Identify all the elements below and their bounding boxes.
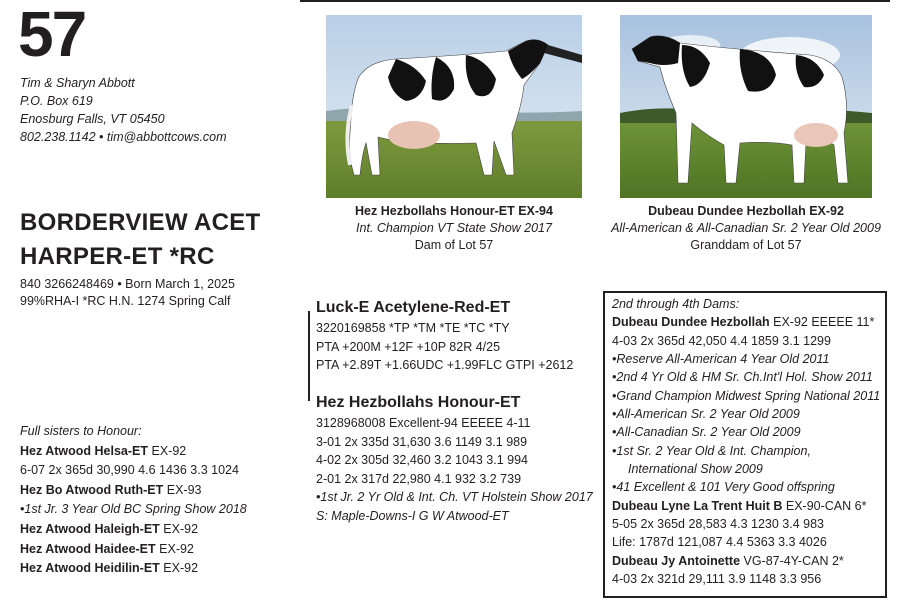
sister-2 [20,481,247,501]
sister-2-score: EX-93 [163,482,202,497]
sister-3-name: Hez Atwood Haleigh-ET [20,521,160,536]
animal-reg-born: 840 3266248469 • Born March 1, 2025 [20,277,235,291]
dam4-record: 4-03 2x 321d 29,111 3.9 1148 3.3 956 [612,572,822,587]
sister-3-score: EX-92 [159,521,199,536]
dam2-note-3: •Grand Champion Midwest Spring National 2011 [612,388,881,403]
sister-1-name: Hez Atwood Helsa-ET [20,443,149,458]
sire-section [316,297,573,375]
sister-1 [20,442,247,462]
dam3-record: 5-05 2x 365d 28,583 4.3 1230 3.4 983 [612,517,824,532]
dam2-note-5: •All-Canadian Sr. 2 Year Old 2009 [612,425,801,440]
sister-4-name: Hez Atwood Haidee-ET [20,541,156,556]
consignor-name: Tim & Sharyn Abbott [20,76,135,90]
granddam-photo-name: Dubeau Dundee Hezbollah EX-92 [648,204,844,218]
granddam-photo-caption [606,203,886,254]
dam-line1: 3128968008 Excellent-94 EEEEE 4-11 [316,416,531,430]
dam-record3: 2-01 2x 317d 22,980 4.1 932 3.2 739 [316,471,522,486]
full-sisters-section [20,422,247,579]
dam-photo-name: Hez Hezbollahs Honour-ET EX-94 [355,204,553,218]
sire-name: Luck-E Acetylene-Red-ET [316,299,511,316]
sister-1-score: EX-92 [148,443,187,458]
animal-details [20,276,235,310]
sister-4 [20,540,247,560]
dam2-note-6: •1st Sr. 2 Year Old & Int. Champion, [612,443,811,458]
sister-3 [20,520,247,540]
granddam-photo [620,15,872,198]
dam-photo-caption [326,203,582,254]
dam-photo-relation: Dam of Lot 57 [414,238,494,252]
sisters-heading: Full sisters to Honour: [20,424,142,438]
dam2-note-7: •41 Excellent & 101 Very Good offspring [612,480,835,495]
sister-4-score: EX-92 [155,541,194,556]
dam-record2: 4-02 2x 305d 32,460 3.2 1043 3.1 994 [316,453,528,467]
granddam-photo-award: All-American & All-Canadian Sr. 2 Year Old 2009 [611,221,881,235]
sister-2-note: •1st Jr. 3 Year Old BC Spring Show 2018 [20,502,247,517]
dam-photo-award: Int. Champion VT State Show 2017 [356,221,552,235]
dam3 [612,497,880,515]
dam-name: Hez Hezbollahs Honour-ET [316,394,521,411]
consignor-address2: Enosburg Falls, VT 05450 [20,112,165,126]
consignor-contact: 802.238.1142 • tim@abbottcows.com [20,130,227,144]
sister-5 [20,559,247,579]
dam-photo [326,15,582,198]
dams-heading: 2nd through 4th Dams: [612,297,740,311]
dam3-score: EX-90-CAN 6* [782,498,867,513]
dam-service: S: Maple-Downs-I G W Atwood-ET [316,508,509,523]
sister-5-score: EX-92 [159,561,199,576]
sire-line2: PTA +200M +12F +10P 82R 4/25 [316,339,501,354]
consignor-address1: P.O. Box 619 [20,94,93,108]
pedigree-rule [308,311,310,401]
dam4-name: Dubeau Jy Antoinette [612,553,741,568]
consignor-info [20,74,227,146]
dam2-name: Dubeau Dundee Hezbollah [612,315,770,330]
dam2-note-1: •Reserve All-American 4 Year Old 2011 [612,352,830,367]
dam2-note-6b: International Show 2009 [628,462,763,477]
top-rule [300,0,890,2]
dam-record1: 3-01 2x 335d 31,630 3.6 1149 3.1 989 [316,434,528,449]
dam2-record: 4-03 2x 365d 42,050 4.4 1859 3.1 1299 [612,333,831,348]
dam4-score: VG-87-4Y-CAN 2* [740,553,844,568]
dam2-note-4: •All-American Sr. 2 Year Old 2009 [612,407,800,422]
dam3-name: Dubeau Lyne La Trent Huit B [612,498,783,513]
sister-5-name: Hez Atwood Heidilin-ET [20,561,160,576]
dam-note: •1st Jr. 2 Yr Old & Int. Ch. VT Holstein Show 2017 [316,490,593,504]
dams-section [612,295,880,589]
animal-rha: 99%RHA-I *RC H.N. 1274 Spring Calf [20,294,231,308]
granddam-photo-relation: Granddam of Lot 57 [690,238,802,252]
animal-name-line1: BORDERVIEW ACET [20,209,261,236]
dam2-note-2: •2nd 4 Yr Old & HM Sr. Ch.Int'l Hol. Show 2011 [612,370,873,385]
dam4 [612,552,880,570]
lot-number: 57 [18,0,86,70]
dam-section [316,392,593,525]
animal-name [20,206,261,274]
sire-line3: PTA +2.89T +1.66UDC +1.99FLC GTPI +2612 [316,358,574,372]
animal-name-line2: HARPER-ET *RC [20,243,215,270]
dam3-lifetime: Life: 1787d 121,087 4.4 5363 3.3 4026 [612,535,827,550]
sister-2-name: Hez Bo Atwood Ruth-ET [20,482,164,497]
dam2-score: EX-92 EEEEE 11* [769,315,875,330]
sire-line1: 3220169858 *TP *TM *TE *TC *TY [316,321,510,335]
sister-1-record: 6-07 2x 365d 30,990 4.6 1436 3.3 1024 [20,463,239,478]
dam2 [612,313,880,331]
